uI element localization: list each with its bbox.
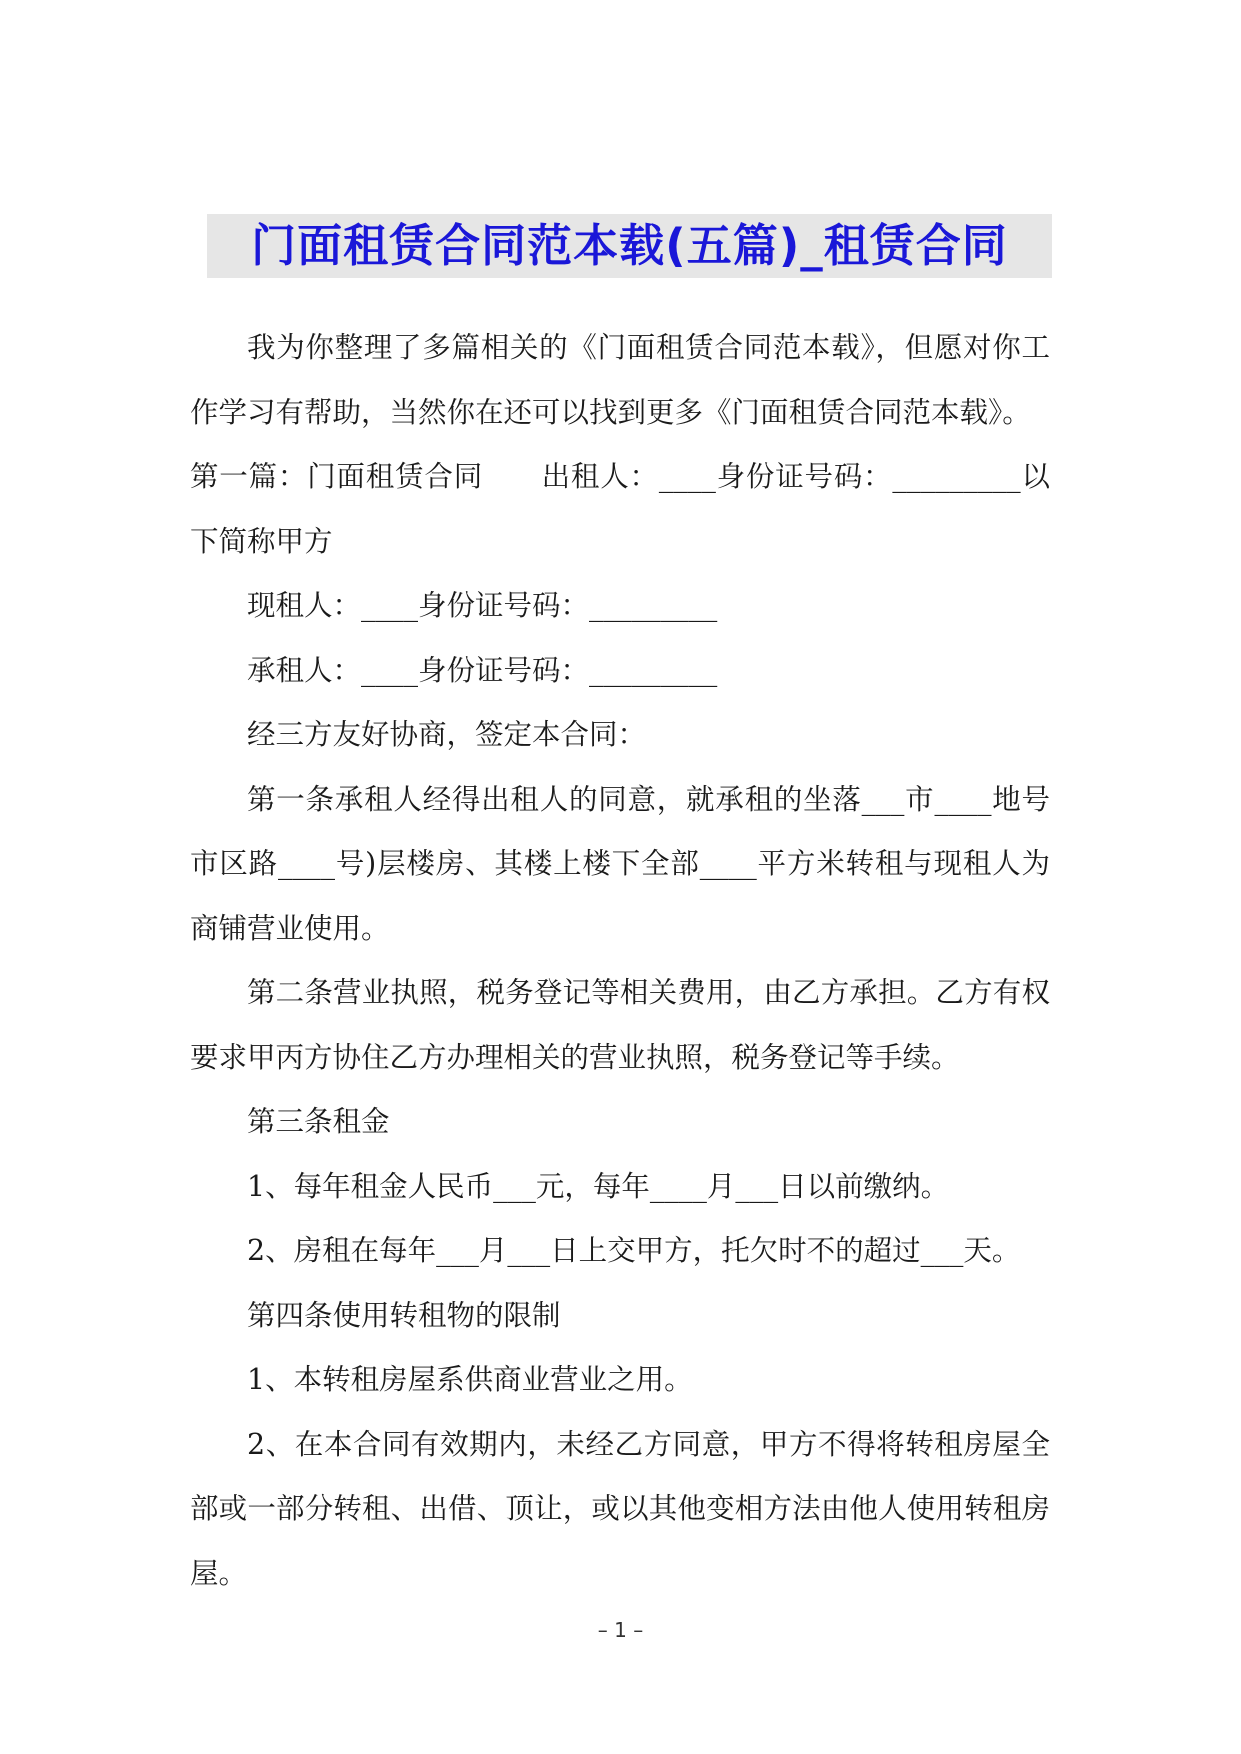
paragraph-article-3-item-2: 2、房租在每年___月___日上交甲方，托欠时不的超过___天。 [247,1234,1021,1267]
paragraph-article-4-item-2: 2、在本合同有效期内，未经乙方同意，甲方不得将转租房屋全部或一部分转租、出借、顶让，或以其他变相方法由他人使用转租房屋。 [190,1427,1050,1590]
document-title: 门面租赁合同范本载(五篇)_租赁合同 [251,219,1008,272]
paragraph-article-4-heading: 第四条使用转租物的限制 [247,1298,561,1332]
paragraph-current-tenant: 现租人：____身份证号码：_________ [247,589,718,622]
paragraph-lessee: 承租人：____身份证号码：_________ [247,653,718,687]
paragraph-intro: 我为你整理了多篇相关的《门面租赁合同范本载》，但愿对你工作学习有帮助，当然你在还可以找到更多《门面租赁合同范本载》。 [190,331,1050,429]
paragraph-agreement: 经三方友好协商，签定本合同： [247,718,647,751]
page-number: – 1 – [597,1618,644,1642]
paragraph-article-1: 第一条承租人经得出租人的同意，就承租的坐落___市____地号市区路____号)层楼房、其楼上楼下全部____平方米转租与现租人为商铺营业使用。 [190,782,1050,945]
paragraph-article-4-item-1: 1、本转租房屋系供商业营业之用。 [247,1363,693,1396]
paragraph-article-2: 第二条营业执照，税务登记等相关费用，由乙方承担。乙方有权要求甲丙方协住乙方办理相关的营业执照，税务登记等手续。 [190,976,1050,1074]
paragraph-article-3-heading: 第三条租金 [247,1105,390,1138]
paragraph-article-3-item-1: 1、每年租金人民币___元，每年____月___日以前缴纳。 [247,1169,950,1203]
document-body [190,316,1050,1606]
paragraph-first-part: 第一篇：门面租赁合同 出租人：____身份证号码：_________以下简称甲方 [190,460,1050,558]
